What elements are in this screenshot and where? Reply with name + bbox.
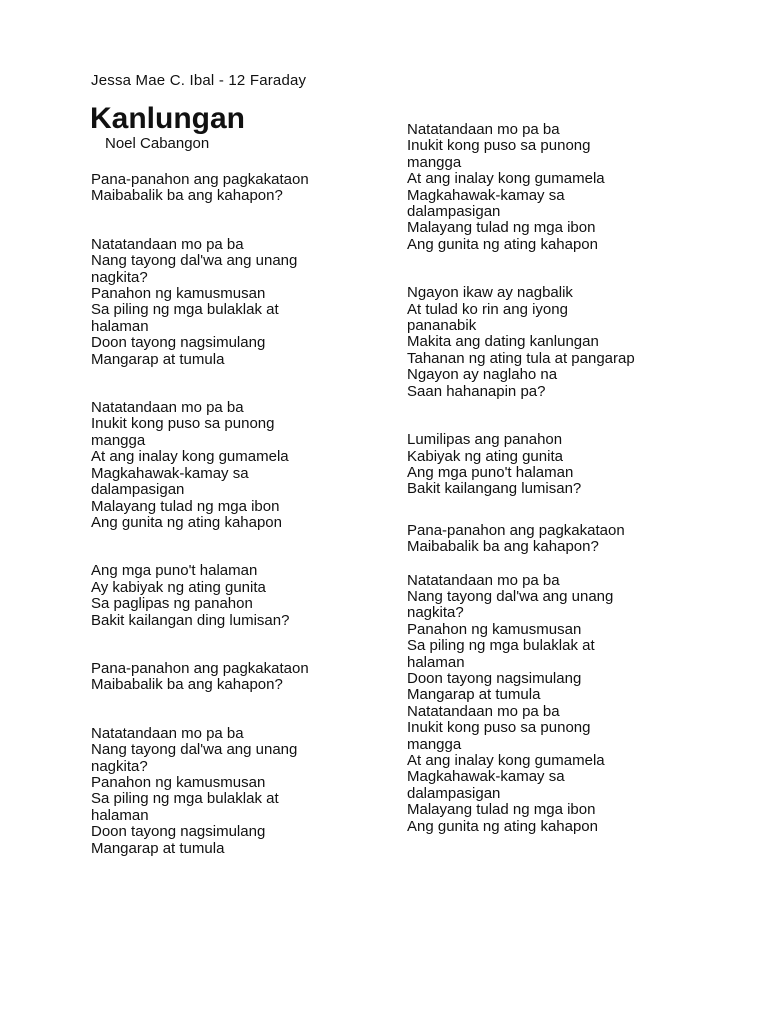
lyric-line: Kabiyak ng ating gunita <box>407 447 563 465</box>
lyric-line: Sa piling ng mga bulaklak at <box>407 637 595 655</box>
lyric-line: Sa piling ng mga bulaklak at <box>91 301 279 319</box>
lyric-line: Ay kabiyak ng ating gunita <box>91 578 266 596</box>
lyric-line: Pana-panahon ang pagkakataon <box>91 659 309 677</box>
lyric-line: halaman <box>91 806 149 824</box>
stanza <box>91 172 361 205</box>
song-title: Kanlungan <box>90 102 245 135</box>
lyric-line: nagkita? <box>91 268 148 286</box>
stanza <box>407 285 687 400</box>
lyric-line: Natatandaan mo pa ba <box>91 399 244 417</box>
stanza <box>407 523 687 556</box>
lyric-line: At ang inalay kong gumamela <box>407 170 605 188</box>
lyric-line: Magkahawak-kamay sa <box>407 768 565 786</box>
lyric-line: halaman <box>91 317 149 335</box>
lyric-line: Panahon ng kamusmusan <box>91 285 266 303</box>
lyric-line: nagkita? <box>407 604 464 622</box>
lyric-line: Pana-panahon ang pagkakataon <box>407 521 625 539</box>
lyric-line: Saan hahanapin pa? <box>407 382 546 400</box>
lyric-line: Lumilipas ang panahon <box>407 431 563 449</box>
lyric-line: Ang mga puno't halaman <box>407 463 574 481</box>
stanza <box>91 563 361 629</box>
lyric-line: dalampasigan <box>91 481 185 499</box>
lyric-line: Malayang tulad ng mga ibon <box>407 801 596 819</box>
lyric-line: Ang gunita ng ating kahapon <box>91 513 282 531</box>
lyric-line: Mangarap at tumula <box>407 686 541 704</box>
lyric-line: Nang tayong dal'wa ang unang <box>91 252 298 270</box>
lyric-line: Tahanan ng ating tula at pangarap <box>407 349 635 367</box>
stanza <box>407 122 687 253</box>
stanza <box>407 432 687 498</box>
lyric-line: halaman <box>407 653 465 671</box>
lyric-line: Natatandaan mo pa ba <box>407 702 560 720</box>
lyric-line: Ngayon ay naglaho na <box>407 366 558 384</box>
author-line: Jessa Mae C. Ibal - 12 Faraday <box>91 72 307 89</box>
stanza <box>91 726 361 857</box>
stanza <box>407 704 687 835</box>
stanza <box>91 661 361 694</box>
lyric-line: At tulad ko rin ang iyong <box>407 300 568 318</box>
lyric-line: Magkahawak-kamay sa <box>407 186 565 204</box>
lyric-line: Makita ang dating kanlungan <box>407 333 599 351</box>
lyric-line: dalampasigan <box>407 784 501 802</box>
composer-name: Noel Cabangon <box>105 135 210 152</box>
lyric-line: Ang gunita ng ating kahapon <box>407 235 598 253</box>
lyric-line: Maibabalik ba ang kahapon? <box>91 676 283 694</box>
lyric-line: Maibabalik ba ang kahapon? <box>407 538 599 556</box>
lyric-line: Natatandaan mo pa ba <box>91 724 244 742</box>
lyric-line: Nang tayong dal'wa ang unang <box>407 587 614 605</box>
lyric-line: Malayang tulad ng mga ibon <box>407 219 596 237</box>
stanza <box>91 237 361 368</box>
stanza <box>407 573 687 704</box>
lyric-line: Bakit kailangan ding lumisan? <box>91 611 290 629</box>
lyric-line: mangga <box>91 431 146 449</box>
lyric-line: Malayang tulad ng mga ibon <box>91 497 280 515</box>
lyric-line: Magkahawak-kamay sa <box>91 464 249 482</box>
lyric-line: Doon tayong nagsimulang <box>91 823 266 841</box>
lyric-line: dalampasigan <box>407 203 501 221</box>
lyric-line: Inukit kong puso sa punong <box>407 137 591 155</box>
lyric-line: Ang gunita ng ating kahapon <box>407 817 598 835</box>
lyric-line: At ang inalay kong gumamela <box>91 448 289 466</box>
stanza <box>91 400 361 531</box>
lyric-line: Doon tayong nagsimulang <box>407 669 582 687</box>
lyric-line: nagkita? <box>91 757 148 775</box>
lyric-line: At ang inalay kong gumamela <box>407 752 605 769</box>
lyric-line: Natatandaan mo pa ba <box>91 235 244 253</box>
lyric-line: pananabik <box>407 317 477 335</box>
lyric-line: Ngayon ikaw ay nagbalik <box>407 284 573 302</box>
lyric-line: Inukit kong puso sa punong <box>407 719 591 737</box>
lyric-line: Inukit kong puso sa punong <box>91 415 275 433</box>
lyric-line: Panahon ng kamusmusan <box>407 620 582 638</box>
lyric-line: mangga <box>407 153 462 171</box>
lyric-line: Mangarap at tumula <box>91 350 225 368</box>
lyric-line: mangga <box>407 735 462 753</box>
lyric-line: Sa paglipas ng panahon <box>91 595 253 613</box>
lyric-line: Nang tayong dal'wa ang unang <box>91 741 298 759</box>
lyric-line: Maibabalik ba ang kahapon? <box>91 187 283 205</box>
lyric-line: Mangarap at tumula <box>91 839 225 857</box>
lyric-line: Doon tayong nagsimulang <box>91 334 266 352</box>
lyric-line: Ang mga puno't halaman <box>91 562 258 580</box>
left-lyrics-column <box>91 172 361 857</box>
lyric-line: Sa piling ng mga bulaklak at <box>91 790 279 808</box>
lyric-line: Natatandaan mo pa ba <box>407 121 560 138</box>
lyric-line: Pana-panahon ang pagkakataon <box>91 171 309 188</box>
right-lyrics-column <box>407 122 687 835</box>
lyric-line: Natatandaan mo pa ba <box>407 571 560 589</box>
lyric-line: Panahon ng kamusmusan <box>91 773 266 791</box>
lyric-line: Bakit kailangang lumisan? <box>407 480 582 498</box>
